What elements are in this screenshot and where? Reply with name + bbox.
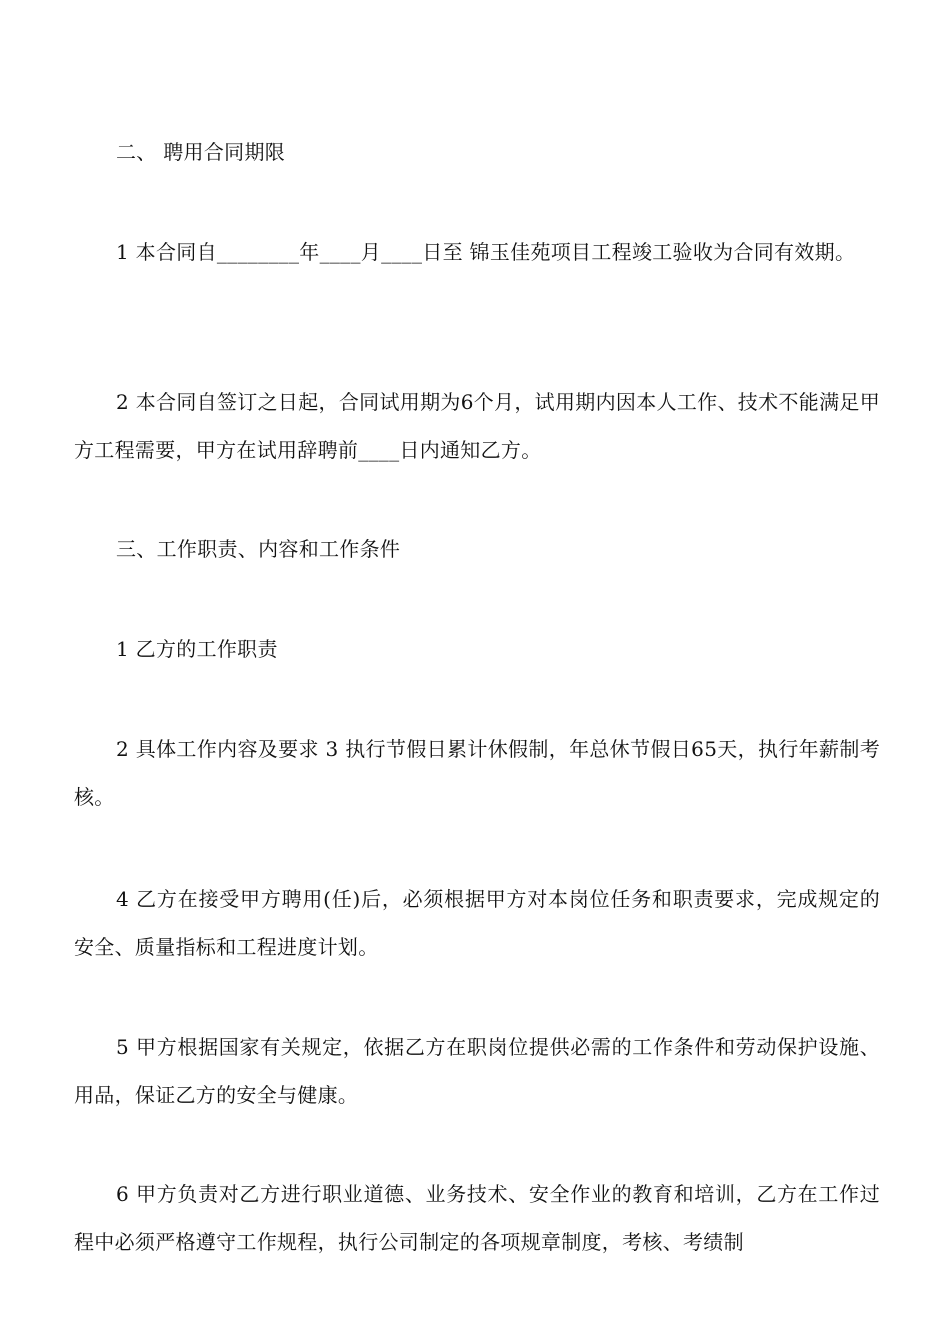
section-heading-term: 二、 聘用合同期限 xyxy=(116,140,286,164)
clause-obligations: 4 乙方在接受甲方聘用(任)后，必须根据甲方对本岗位任务和职责要求，完成规定的安全、质量指标和工程进度计划。 xyxy=(74,887,880,959)
clause-contract-period: 1 本合同自________年____月____日至 锦玉佳苑项目工程竣工验收为合同有效期。 xyxy=(116,240,856,264)
clause-duties: 1 乙方的工作职责 xyxy=(116,637,278,661)
section-heading-duties: 三、工作职责、内容和工作条件 xyxy=(116,537,401,561)
clause-working-conditions: 5 甲方根据国家有关规定，依据乙方在职岗位提供必需的工作条件和劳动保护设施、用品，保证乙方的安全与健康。 xyxy=(74,1035,880,1107)
clause-training: 6 甲方负责对乙方进行职业道德、业务技术、安全作业的教育和培训，乙方在工作过程中必须严格遵守工作规程，执行公司制定的各项规章制度，考核、考绩制 xyxy=(74,1182,880,1254)
clause-probation: 2 本合同自签订之日起，合同试用期为6个月，试用期内因本人工作、技术不能满足甲方工程需要，甲方在试用辞聘前____日内通知乙方。 xyxy=(74,390,880,462)
clause-work-content: 2 具体工作内容及要求 3 执行节假日累计休假制，年总休节假日65天，执行年薪制考核。 xyxy=(74,737,880,809)
